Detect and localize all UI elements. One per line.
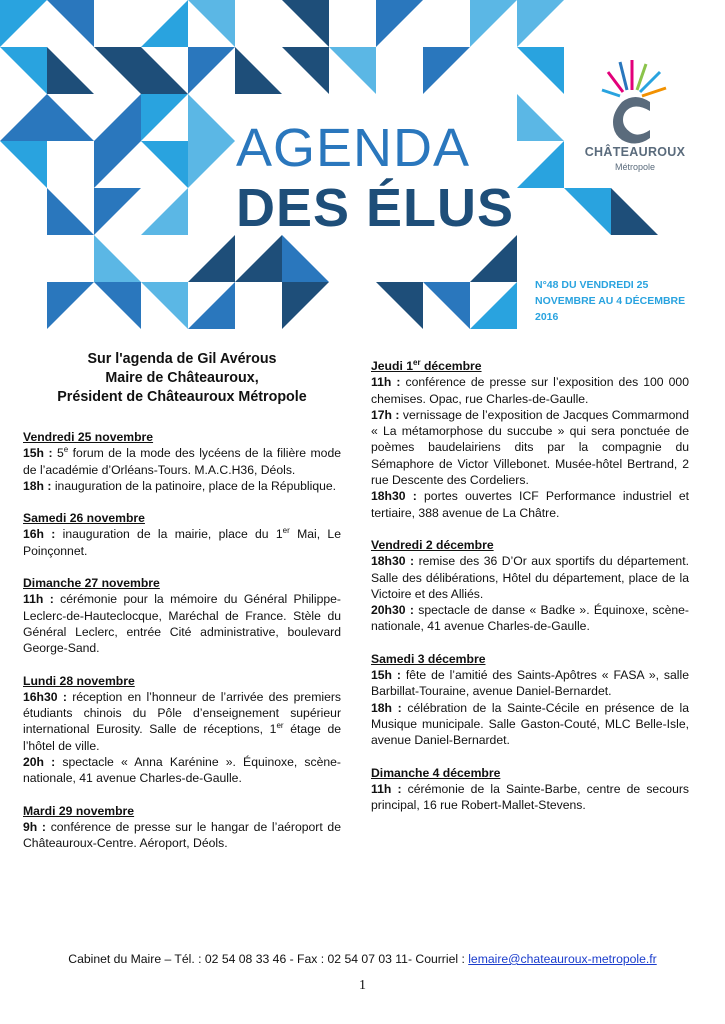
- decorative-triangle: [423, 282, 470, 329]
- agenda-event: [371, 488, 689, 521]
- decorative-triangle: [282, 47, 329, 94]
- event-text: conférence de presse sur le hangar de l’aéroport de Châteauroux-Centre. Aéroport, Déols.: [23, 819, 341, 851]
- day-title-text: Dimanche 4 décembre: [371, 765, 501, 780]
- decorative-triangle: [188, 0, 235, 47]
- decorative-triangle: [141, 47, 188, 94]
- footer-contact: [0, 952, 725, 966]
- day-title: [371, 651, 689, 667]
- decorative-triangle: [94, 282, 141, 329]
- agenda-day: [371, 651, 689, 749]
- decorative-triangle: [47, 0, 94, 47]
- day-title-text: Vendredi 2 décembre: [371, 537, 494, 552]
- decorative-triangle: [564, 188, 611, 235]
- event-text: inauguration de la patinoire, place de la République.: [54, 478, 337, 493]
- decorative-triangle: [0, 0, 47, 47]
- decorative-triangle: [517, 47, 564, 94]
- decorative-triangle: [94, 94, 141, 141]
- decorative-triangle: [188, 282, 235, 329]
- event-sup: er: [276, 721, 284, 731]
- event-time: 18h30 :: [371, 554, 419, 569]
- decorative-triangle: [47, 47, 94, 94]
- logo-name: CHÂTEAUROUX: [584, 145, 686, 159]
- event-text: spectacle « Anna Karénine ». Équinoxe, scène-nationale, 41 avenue Charles-de-Gaulle.: [23, 755, 341, 786]
- decorative-triangle: [376, 0, 423, 47]
- event-text: cérémonie pour la mémoire du Général Philippe-Leclerc-de-Hauteclocque, Maréchal de France. Stèle du Général Leclerc, entrée Cité administrative, boulevard George-Sand.: [23, 592, 341, 656]
- agenda-event: [23, 526, 341, 559]
- event-text: remise des 36 D’Or aux sportifs du département. Salle des délibérations, Hôtel du département, place de la Victoire et des Alliés.: [371, 554, 689, 601]
- day-title: [371, 537, 689, 553]
- event-time: 15h :: [23, 446, 57, 461]
- agenda-day: [23, 803, 341, 852]
- day-title: Vendredi 25 novembre: [23, 430, 154, 444]
- title-agenda: AGENDA: [236, 118, 471, 178]
- event-text: spectacle de danse « Badke ». Équinoxe, scène-nationale, 41 avenue Charles-de-Gaulle.: [371, 603, 689, 634]
- decorative-triangle: [141, 0, 188, 47]
- chateauroux-logo-icon: [580, 50, 690, 180]
- decorative-triangle: [0, 141, 47, 188]
- agenda-event: [23, 591, 341, 656]
- event-time: 16h :: [23, 527, 63, 542]
- agenda-day: [371, 765, 689, 814]
- logo-subtitle: Métropole: [614, 162, 656, 172]
- event-time: 20h30 :: [371, 603, 419, 618]
- event-time: 17h :: [371, 407, 403, 422]
- decorative-triangle: [376, 282, 423, 329]
- decorative-triangle: [141, 141, 188, 188]
- event-text: Mai, Le Poinçonnet.: [23, 527, 341, 558]
- day-title-sup: er: [413, 357, 421, 367]
- event-time: 18h :: [23, 478, 55, 493]
- agenda-event: [23, 478, 341, 494]
- decorative-triangle: [47, 188, 94, 235]
- day-title: Samedi 26 novembre: [23, 511, 145, 526]
- agenda-event: [371, 407, 689, 488]
- day-title: [371, 765, 689, 781]
- event-sup: er: [282, 526, 290, 536]
- footer-text: Cabinet du Maire – Tél. : 02 54 08 33 46 - Fax : 02 54 07 03 11- Courriel :: [68, 952, 469, 966]
- agenda-event: [371, 602, 689, 635]
- page-number: 1: [359, 978, 366, 993]
- event-text: portes ouvertes ICF Performance industriel et tertiaire, 388 avenue de La Châtre.: [371, 489, 690, 520]
- decorative-triangle: [94, 47, 141, 94]
- event-time: 18h30 :: [371, 489, 425, 504]
- decorative-triangle: [188, 141, 235, 188]
- event-text: fête de l’amitié des Saints-Apôtres « FASA », salle Barbillat-Touraine, avenue Daniel-Bernardet.: [371, 668, 689, 699]
- agenda-day: [371, 358, 689, 521]
- day-title: [371, 358, 689, 374]
- day-title: Lundi 28 novembre: [23, 673, 135, 688]
- event-text: conférence de presse sur l’exposition des 100 000 chemises. Opac, rue Charles-de-Gaulle.: [371, 375, 689, 406]
- event-time: 9h :: [23, 819, 51, 834]
- agenda-event: [23, 754, 341, 787]
- right-column: [371, 358, 689, 829]
- day-title-text: Samedi 3 décembre: [371, 651, 486, 666]
- decorative-triangle: [329, 47, 376, 94]
- agenda-event: [371, 781, 689, 814]
- event-time: 20h :: [23, 755, 63, 770]
- decorative-triangle: [470, 282, 517, 329]
- decorative-triangle: [94, 141, 141, 188]
- day-title-text: décembre: [420, 359, 482, 373]
- decorative-triangle: [470, 235, 517, 282]
- decorative-triangle: [94, 235, 141, 282]
- agenda-event: [371, 667, 689, 700]
- decorative-triangle: [282, 0, 329, 47]
- day-title: Dimanche 27 novembre: [23, 576, 160, 591]
- agenda-event: [23, 445, 341, 478]
- decorative-triangle: [188, 94, 235, 141]
- decorative-triangle: [47, 94, 94, 141]
- decorative-triangle: [94, 188, 141, 235]
- agenda-event: [23, 689, 341, 754]
- decorative-triangle: [517, 94, 564, 141]
- decorative-triangle: [282, 282, 329, 329]
- decorative-triangle: [0, 47, 47, 94]
- decorative-triangle: [611, 188, 658, 235]
- decorative-triangle: [235, 47, 282, 94]
- event-text: 5: [56, 446, 64, 461]
- decorative-triangle: [235, 235, 282, 282]
- event-sup: e: [63, 445, 69, 455]
- decorative-triangle: [470, 0, 517, 47]
- day-title: Mardi 29 novembre: [23, 803, 135, 818]
- decorative-triangle: [47, 282, 94, 329]
- decorative-triangle: [141, 188, 188, 235]
- decorative-triangle: [0, 94, 47, 141]
- agenda-event: [23, 819, 341, 852]
- event-text: célébration de la Sainte-Cécile en présence de la Musique municipale. Salle Gaston-Couté, MLC Belle-Isle, avenue Daniel-Bernardet.: [371, 700, 689, 748]
- event-text: cérémonie de la Sainte-Barbe, centre de secours principal, 16 rue Robert-Mallet-Stevens.: [371, 781, 689, 813]
- decorative-triangle: [141, 94, 188, 141]
- event-time: 11h :: [371, 781, 408, 796]
- event-time: 11h :: [23, 592, 61, 607]
- event-text: vernissage de l’exposition de Jacques Commarmond « La métamorphose du succube » qui sera ponctuée de poèmes baudelairiens dits par la compagnie du Sémaphore de Victor Villebonet. Musée-hôtel Bertrand, 2 rue Descente des Cordeliers.: [371, 407, 689, 488]
- event-text: étage de l’hôtel de ville.: [23, 722, 342, 753]
- agenda-day: [23, 429, 341, 494]
- event-time: 16h30 :: [23, 689, 73, 704]
- decorative-triangle: [188, 47, 235, 94]
- decorative-triangle: [423, 47, 470, 94]
- event-text: réception en l’honneur de l’arrivée des premiers étudiants chinois du Pôle d’enseignement supérieur international Eurosity. Salle de réceptions, 1: [23, 689, 341, 737]
- heading-line: Sur l'agenda de Gil Avérous: [87, 351, 277, 367]
- day-title-text: Jeudi 1: [371, 359, 413, 373]
- left-column: [23, 350, 341, 868]
- title-des-elus: DES ÉLUS: [236, 178, 515, 238]
- issue-label: N°48 DU VENDREDI 25 NOVEMBRE AU 4 DÉCEMBRE 2016: [535, 279, 686, 323]
- agenda-event: [371, 553, 689, 602]
- event-time: 18h :: [371, 700, 408, 715]
- decorative-triangle: [517, 141, 564, 188]
- heading-line: Président de Châteauroux Métropole: [57, 389, 307, 405]
- event-time: 11h :: [371, 375, 406, 390]
- agenda-day: [23, 575, 341, 656]
- decorative-triangle: [188, 235, 235, 282]
- agenda-event: [371, 374, 689, 407]
- event-time: 15h :: [371, 668, 406, 683]
- event-text: forum de la mode des lycéens de la filière mode de l’académie d’Orléans-Tours. M.A.C.H36, Déols.: [23, 446, 341, 477]
- event-text: inauguration de la mairie, place du 1: [62, 527, 283, 542]
- agenda-day: [371, 537, 689, 635]
- agenda-heading: [23, 350, 341, 407]
- email-link[interactable]: lemaire@chateauroux-metropole.fr: [468, 952, 657, 966]
- heading-line: Maire de Châteauroux,: [105, 370, 259, 386]
- agenda-day: [23, 510, 341, 559]
- decorative-triangle: [141, 282, 188, 329]
- decorative-triangle: [282, 235, 329, 282]
- decorative-triangle: [517, 0, 564, 47]
- agenda-day: [23, 673, 341, 787]
- agenda-event: [371, 700, 689, 749]
